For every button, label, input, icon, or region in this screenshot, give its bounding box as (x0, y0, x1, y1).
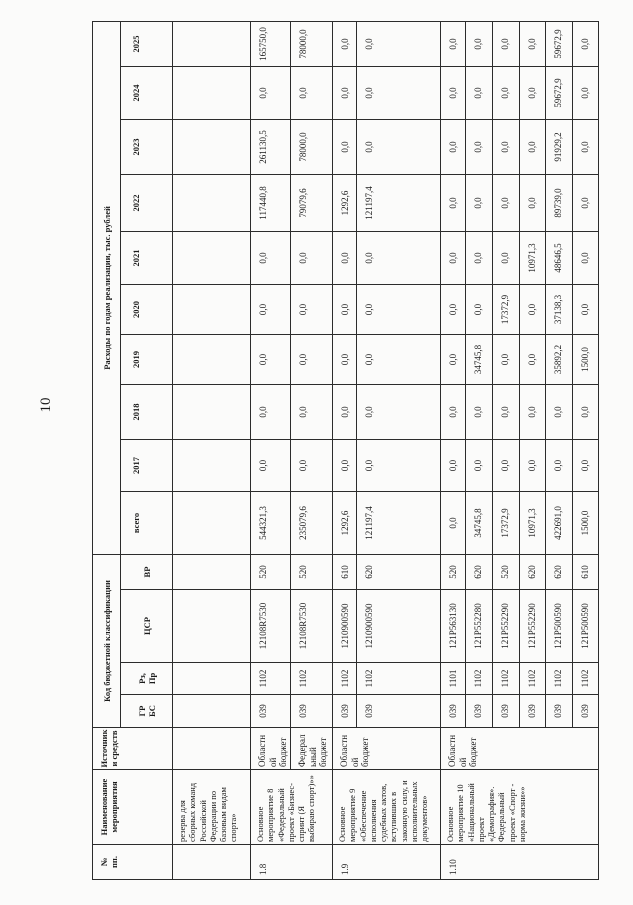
expense-2020-cell: 0,0 (520, 285, 546, 335)
funding-source-cell: Областн ой бюджет (251, 728, 291, 770)
rzpr-cell: 1102 (493, 663, 520, 695)
grbs-cell: 039 (520, 695, 546, 728)
expense-2025-cell: 0,0 (520, 21, 546, 66)
header-csr: ЦСР (121, 590, 173, 663)
funding-source-cell: Областн ой бюджет (441, 728, 599, 770)
header-year-2021: 2021 (121, 232, 173, 285)
rzpr-cell: 1102 (251, 663, 291, 695)
grbs-cell: 039 (357, 695, 441, 728)
rzpr-cell: 1102 (520, 663, 546, 695)
table-row (333, 21, 357, 879)
rzpr-cell: 1102 (466, 663, 493, 695)
expense-2021-cell: 10971,3 (520, 232, 546, 285)
item-name-cell: резерва для сборных команд Российской Федерации по базовым видам спорта» (173, 770, 251, 845)
expense-2019-cell: 0,0 (520, 335, 546, 385)
header-total: всего (121, 492, 173, 555)
expense-2021-cell: 0,0 (357, 232, 441, 285)
total-cell: 0,0 (441, 492, 466, 555)
header-budget-code-group: Код бюджетной классификации (93, 555, 121, 728)
header-year-2018: 2018 (121, 385, 173, 440)
expense-2024-cell: 0,0 (493, 67, 520, 120)
expense-2025-cell: 0,0 (573, 21, 599, 66)
total-cell: 422691,0 (546, 492, 573, 555)
expense-2024-cell: 0,0 (291, 67, 333, 120)
header-expenses-group: Расходы по годам реализации, тыс. рублей (93, 21, 121, 554)
expense-2023-cell: 0,0 (357, 120, 441, 175)
header-vr: ВР (121, 555, 173, 590)
expense-2017-cell: 0,0 (520, 440, 546, 492)
expense-2024-cell: 59672,9 (546, 67, 573, 120)
rzpr-cell (173, 663, 251, 695)
expense-2017-cell: 0,0 (546, 440, 573, 492)
grbs-cell: 039 (333, 695, 357, 728)
total-cell (173, 492, 251, 555)
expense-2024-cell: 0,0 (466, 67, 493, 120)
header-grbs: ГР БС (121, 695, 173, 728)
expense-2023-cell: 91929,2 (546, 120, 573, 175)
total-cell: 17372,9 (493, 492, 520, 555)
expense-2024-cell: 0,0 (573, 67, 599, 120)
expense-2022-cell: 79079,6 (291, 175, 333, 232)
expense-2022-cell: 0,0 (466, 175, 493, 232)
rzpr-cell: 1102 (573, 663, 599, 695)
expense-2024-cell: 0,0 (441, 67, 466, 120)
csr-cell: 12108R7530 (291, 590, 333, 663)
csr-cell: 121P563130 (441, 590, 466, 663)
expense-2021-cell: 0,0 (291, 232, 333, 285)
expense-2019-cell (173, 335, 251, 385)
expense-2025-cell: 0,0 (466, 21, 493, 66)
expense-2025-cell: 0,0 (357, 21, 441, 66)
csr-cell: 1210900590 (333, 590, 357, 663)
expense-2022-cell (173, 175, 251, 232)
vr-cell (173, 555, 251, 590)
expense-2017-cell: 0,0 (466, 440, 493, 492)
expense-2017-cell: 0,0 (291, 440, 333, 492)
expense-2025-cell (173, 21, 251, 66)
expense-2025-cell: 165750,0 (251, 21, 291, 66)
expense-2021-cell: 0,0 (573, 232, 599, 285)
expense-2023-cell: 0,0 (520, 120, 546, 175)
expense-2023-cell: 0,0 (493, 120, 520, 175)
expense-2019-cell: 35892,2 (546, 335, 573, 385)
expense-2023-cell: 0,0 (441, 120, 466, 175)
vr-cell: 520 (493, 555, 520, 590)
item-number-cell: 1.9 (333, 845, 441, 880)
expense-2021-cell: 0,0 (493, 232, 520, 285)
expense-2022-cell: 0,0 (493, 175, 520, 232)
page-number: 10 (38, 397, 54, 413)
expense-2017-cell: 0,0 (441, 440, 466, 492)
expense-2019-cell: 0,0 (291, 335, 333, 385)
expense-2019-cell: 1500,0 (573, 335, 599, 385)
expense-2018-cell: 0,0 (441, 385, 466, 440)
grbs-cell: 039 (546, 695, 573, 728)
grbs-cell: 039 (493, 695, 520, 728)
expense-2020-cell: 0,0 (333, 285, 357, 335)
expense-2023-cell: 0,0 (466, 120, 493, 175)
expense-2023-cell: 0,0 (573, 120, 599, 175)
expense-2025-cell: 0,0 (441, 21, 466, 66)
expense-2019-cell: 0,0 (251, 335, 291, 385)
csr-cell: 121P500590 (573, 590, 599, 663)
expense-2024-cell: 0,0 (520, 67, 546, 120)
expense-2019-cell: 0,0 (441, 335, 466, 385)
expense-2020-cell: 0,0 (441, 285, 466, 335)
budget-table (92, 21, 599, 880)
expense-2023-cell: 0,0 (333, 120, 357, 175)
expense-2018-cell: 0,0 (466, 385, 493, 440)
funding-source-cell (173, 728, 251, 770)
expense-2021-cell (173, 232, 251, 285)
rzpr-cell: 1102 (546, 663, 573, 695)
funding-source-cell: Федерал ьный бюджет (291, 728, 333, 770)
csr-cell (173, 590, 251, 663)
expense-2025-cell: 59672,9 (546, 21, 573, 66)
expense-2020-cell: 17372,9 (493, 285, 520, 335)
vr-cell: 610 (333, 555, 357, 590)
header-funding-source: Источник и средств (93, 728, 173, 770)
vr-cell: 620 (357, 555, 441, 590)
expense-2022-cell: 89739,0 (546, 175, 573, 232)
expense-2022-cell: 0,0 (520, 175, 546, 232)
expense-2020-cell: 37138,3 (546, 285, 573, 335)
expense-2022-cell: 121197,4 (357, 175, 441, 232)
rzpr-cell: 1101 (441, 663, 466, 695)
expense-2024-cell: 0,0 (357, 67, 441, 120)
expense-2022-cell: 1292,6 (333, 175, 357, 232)
total-cell: 544321,3 (251, 492, 291, 555)
expense-2021-cell: 0,0 (441, 232, 466, 285)
grbs-cell: 039 (466, 695, 493, 728)
table-row (441, 21, 466, 879)
header-year-2017: 2017 (121, 440, 173, 492)
table-row (251, 21, 291, 879)
grbs-cell: 039 (441, 695, 466, 728)
header-year-2024: 2024 (121, 67, 173, 120)
table-row (291, 21, 333, 879)
csr-cell: 121P552290 (493, 590, 520, 663)
rzpr-cell: 1102 (291, 663, 333, 695)
expense-2017-cell: 0,0 (573, 440, 599, 492)
expense-2023-cell: 78000,0 (291, 120, 333, 175)
rzpr-cell: 1102 (357, 663, 441, 695)
table-row (173, 21, 251, 879)
expense-2018-cell: 0,0 (333, 385, 357, 440)
total-cell: 34745,8 (466, 492, 493, 555)
vr-cell: 520 (251, 555, 291, 590)
header-year-2020: 2020 (121, 285, 173, 335)
csr-cell: 12108R7530 (251, 590, 291, 663)
expense-2018-cell: 0,0 (546, 385, 573, 440)
item-number-cell (173, 845, 251, 880)
expense-2017-cell: 0,0 (251, 440, 291, 492)
expense-2020-cell: 0,0 (573, 285, 599, 335)
header-year-2022: 2022 (121, 175, 173, 232)
total-cell: 235079,6 (291, 492, 333, 555)
rzpr-cell: 1102 (333, 663, 357, 695)
header-rzpr: Рз, Пр (121, 663, 173, 695)
vr-cell: 520 (441, 555, 466, 590)
expense-2018-cell: 0,0 (251, 385, 291, 440)
expense-2024-cell (173, 67, 251, 120)
csr-cell: 121P500590 (546, 590, 573, 663)
expense-2017-cell (173, 440, 251, 492)
vr-cell: 620 (466, 555, 493, 590)
item-name-cell: Основное мероприятие 8 «Федеральный проект «Бизнес- спринт (Я выбираю спорт)»» (251, 770, 333, 845)
expense-2019-cell: 0,0 (493, 335, 520, 385)
expense-2018-cell (173, 385, 251, 440)
total-cell: 121197,4 (357, 492, 441, 555)
csr-cell: 121P552280 (466, 590, 493, 663)
expense-2017-cell: 0,0 (493, 440, 520, 492)
header-year-2025: 2025 (121, 21, 173, 66)
vr-cell: 610 (573, 555, 599, 590)
expense-2021-cell: 48646,5 (546, 232, 573, 285)
expense-2019-cell: 0,0 (333, 335, 357, 385)
expense-2018-cell: 0,0 (520, 385, 546, 440)
header-item-number: № пп. (93, 845, 173, 880)
expense-2020-cell: 0,0 (466, 285, 493, 335)
vr-cell: 620 (546, 555, 573, 590)
header-item-name: Наименование мероприятия (93, 770, 173, 845)
expense-2024-cell: 0,0 (333, 67, 357, 120)
item-number-cell: 1.8 (251, 845, 333, 880)
total-cell: 1292,6 (333, 492, 357, 555)
expense-2025-cell: 0,0 (333, 21, 357, 66)
total-cell: 10971,3 (520, 492, 546, 555)
expense-2019-cell: 0,0 (357, 335, 441, 385)
expense-2020-cell: 0,0 (357, 285, 441, 335)
expense-2021-cell: 0,0 (251, 232, 291, 285)
expense-2022-cell: 117440,8 (251, 175, 291, 232)
expense-2021-cell: 0,0 (333, 232, 357, 285)
expense-2020-cell: 0,0 (291, 285, 333, 335)
expense-2018-cell: 0,0 (291, 385, 333, 440)
vr-cell: 620 (520, 555, 546, 590)
funding-source-cell: Областн ой бюджет (333, 728, 441, 770)
table-header (93, 21, 173, 879)
header-year-2019: 2019 (121, 335, 173, 385)
expense-2025-cell: 78000,0 (291, 21, 333, 66)
grbs-cell (173, 695, 251, 728)
expense-2018-cell: 0,0 (573, 385, 599, 440)
expense-2019-cell: 34745,8 (466, 335, 493, 385)
csr-cell: 121P552290 (520, 590, 546, 663)
expense-2022-cell: 0,0 (573, 175, 599, 232)
item-name-cell: Основное мероприятие 9 «Обеспечение исполнения судебных актов, вступивших в законную силу, и исполнительных документов» (333, 770, 441, 845)
expense-2018-cell: 0,0 (493, 385, 520, 440)
expense-2017-cell: 0,0 (357, 440, 441, 492)
expense-2023-cell (173, 120, 251, 175)
header-row (93, 21, 121, 879)
expense-2025-cell: 0,0 (493, 21, 520, 66)
expense-2021-cell: 0,0 (466, 232, 493, 285)
expense-2018-cell: 0,0 (357, 385, 441, 440)
expense-2020-cell (173, 285, 251, 335)
vr-cell: 520 (291, 555, 333, 590)
csr-cell: 1210900590 (357, 590, 441, 663)
expense-2020-cell: 0,0 (251, 285, 291, 335)
expense-2017-cell: 0,0 (333, 440, 357, 492)
item-number-cell: 1.10 (441, 845, 599, 880)
total-cell: 1500,0 (573, 492, 599, 555)
expense-2022-cell: 0,0 (441, 175, 466, 232)
grbs-cell: 039 (573, 695, 599, 728)
expense-2023-cell: 261130,5 (251, 120, 291, 175)
table-body (173, 21, 599, 879)
expense-2024-cell: 0,0 (251, 67, 291, 120)
grbs-cell: 039 (291, 695, 333, 728)
grbs-cell: 039 (251, 695, 291, 728)
header-year-2023: 2023 (121, 120, 173, 175)
item-name-cell: Основное мероприятие 10 «Национальный проект «Демография». Федеральный проект «Спорт - норма жизни»» (441, 770, 599, 845)
